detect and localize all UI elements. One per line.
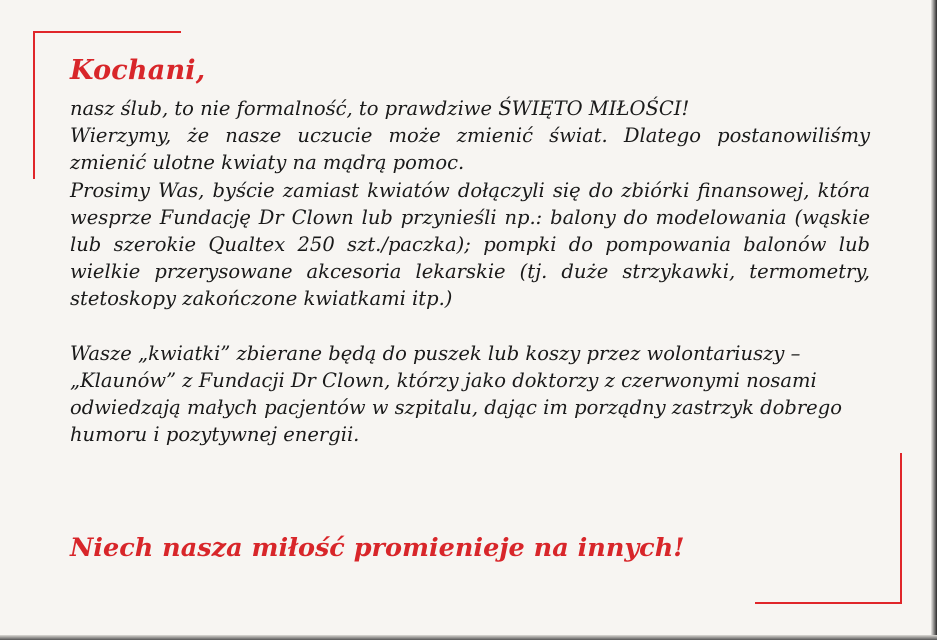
message-paragraph-1: nasz ślub, to nie formalność, to prawdziwe ŚWIĘTO MIŁOŚCI! xyxy=(70,97,690,120)
corner-bracket-top-left-vertical xyxy=(33,31,35,179)
message-paragraph-2: Wierzymy, że nasze uczucie może zmienić świat. Dlatego postanowiliśmy zmienić ulotne kwiaty na mądrą pomoc. xyxy=(70,124,870,175)
message-body xyxy=(70,95,870,448)
corner-bracket-top-left-horizontal xyxy=(33,31,181,33)
scan-edge-right xyxy=(931,0,937,640)
closing-line: Niech nasza miłość promienieje na innych! xyxy=(70,533,685,563)
message-paragraph-4: Wasze „kwiatki” zbierane będą do puszek lub koszy przez wolontariuszy – „Klaunów” z Fundacji Dr Clown, którzy jako doktorzy z czerwonymi nosami odwiedzają małych pacjentów w szpitalu, dając im porządny zastrzyk dobrego humoru i pozytywnej energii. xyxy=(70,341,842,447)
corner-bracket-bottom-right-vertical xyxy=(900,453,902,604)
scan-edge-bottom xyxy=(0,635,937,640)
corner-bracket-bottom-right-horizontal xyxy=(755,602,902,604)
greeting-heading: Kochani, xyxy=(70,55,206,86)
message-paragraph-3: Prosimy Was, byście zamiast kwiatów dołączyli się do zbiórki finansowej, która wesprze Fundację Dr Clown lub przynieśli np.: balony do modelowania (wąskie lub szerokie Qualtex 250 szt./paczka); pompki do pompowania balonów lub wielkie przerysowane akcesoria lekarskie (tj. duże strzykawki, termometry, stetoskopy zakończone kwiatkami itp.) xyxy=(70,178,870,311)
